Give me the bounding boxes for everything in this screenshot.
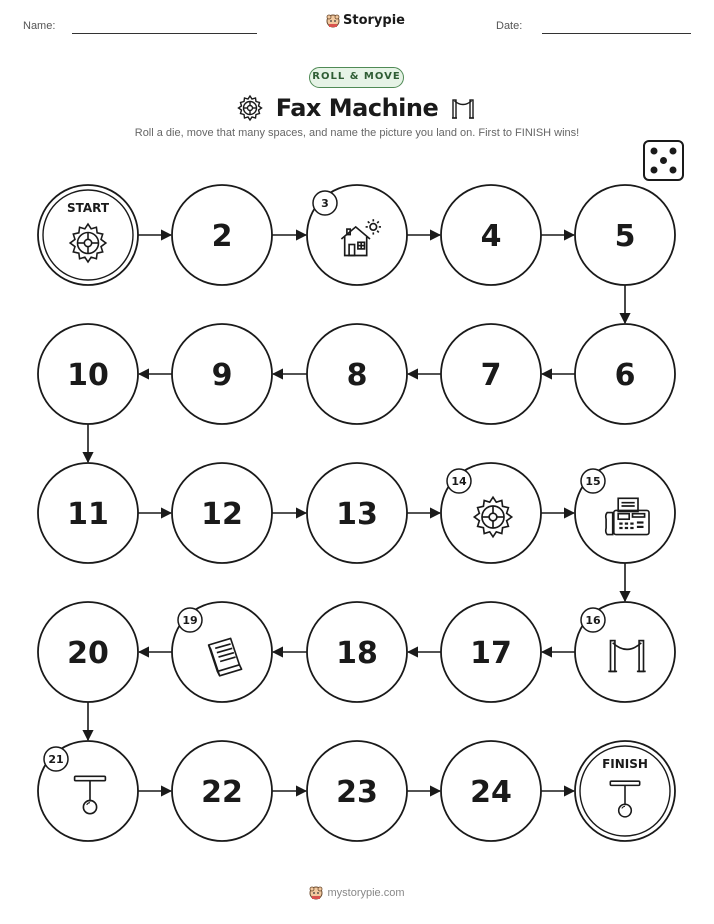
space-number: 23	[336, 775, 378, 810]
space-number: 11	[67, 497, 109, 532]
board-space-23	[307, 741, 407, 841]
space-number: 9	[211, 358, 233, 393]
space-badge-number: 14	[451, 475, 467, 488]
space-badge-number: 15	[585, 475, 601, 488]
page-title: Fax Machine	[275, 94, 439, 122]
board-space-17	[441, 602, 541, 702]
space-number: 17	[470, 636, 512, 671]
board-space-18	[307, 602, 407, 702]
space-number: 13	[336, 497, 378, 532]
board-space-5	[575, 185, 675, 285]
board-space-3	[307, 185, 407, 285]
space-number: 8	[346, 358, 368, 393]
space-number: 20	[67, 636, 109, 671]
storypie-mascot-icon	[309, 886, 323, 900]
space-badge-number: 16	[585, 614, 601, 627]
board-space-12	[172, 463, 272, 563]
start-label: START	[66, 201, 110, 215]
space-number: 5	[614, 219, 636, 254]
space-number: 4	[480, 219, 502, 254]
space-number: 24	[470, 775, 512, 810]
board-space-21	[38, 741, 138, 841]
footer-site: mystorypie.com	[327, 887, 405, 899]
brand-name: Storypie	[343, 13, 405, 28]
board-space-10	[38, 324, 138, 424]
board-space-22	[172, 741, 272, 841]
board-space-11	[38, 463, 138, 563]
date-label: Date:	[496, 20, 523, 32]
board-space-14	[441, 463, 541, 563]
board-space-13	[307, 463, 407, 563]
board-space-8	[307, 324, 407, 424]
board-space-7	[441, 324, 541, 424]
board-space-15	[575, 463, 675, 563]
board-space-4	[441, 185, 541, 285]
board-spaces	[38, 185, 675, 841]
board-space-19	[172, 602, 272, 702]
board-space-2	[172, 185, 272, 285]
space-badge-number: 19	[182, 614, 198, 627]
space-number: 2	[211, 219, 233, 254]
space-number: 10	[67, 358, 109, 393]
instructions: Roll a die, move that many spaces, and name the picture you land on. First to FINISH wins!	[134, 127, 580, 139]
space-number: 7	[480, 358, 502, 393]
board-space-20	[38, 602, 138, 702]
finish-space	[575, 741, 675, 841]
space-number: 22	[201, 775, 243, 810]
space-badge-number: 21	[48, 753, 64, 766]
space-number: 18	[336, 636, 378, 671]
space-number: 12	[201, 497, 243, 532]
footer	[0, 886, 714, 900]
board-space-9	[172, 324, 272, 424]
name-label: Name:	[23, 20, 56, 32]
board-space-16	[575, 602, 675, 702]
start-space	[38, 185, 138, 285]
board-space-6	[575, 324, 675, 424]
finish-label: FINISH	[602, 757, 648, 771]
space-number: 6	[614, 358, 636, 393]
space-badge-number: 3	[321, 197, 329, 210]
board-space-24	[441, 741, 541, 841]
activity-badge: ROLL & MOVE	[309, 67, 404, 88]
